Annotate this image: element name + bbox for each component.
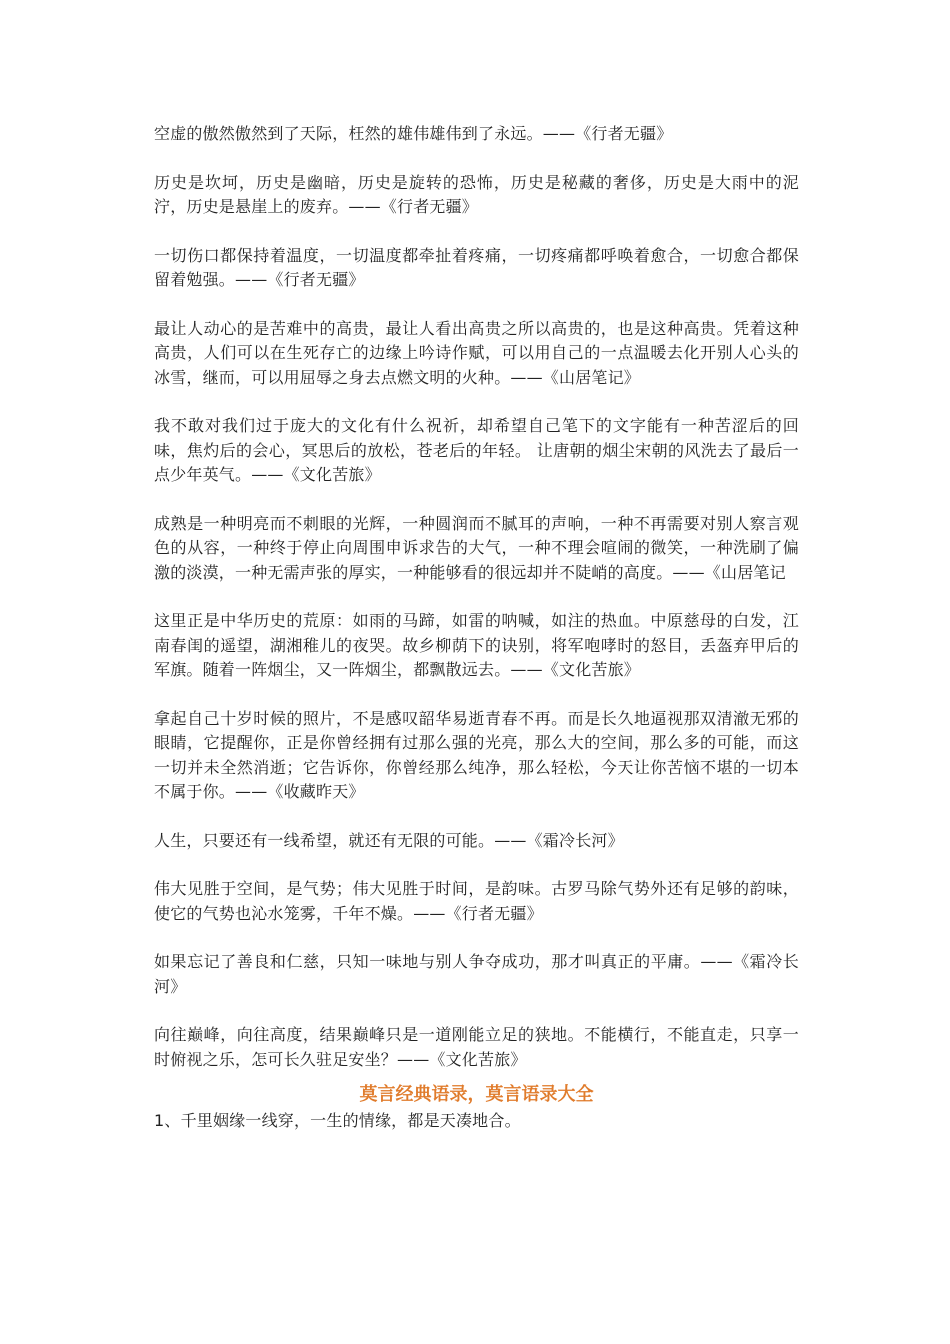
document-page — [154, 122, 799, 1134]
quote-paragraph: 最让人动心的是苦难中的高贵，最让人看出高贵之所以高贵的，也是这种高贵。凭着这种高贵，人们可以在生死存亡的边缘上吟诗作赋，可以用自己的一点温暖去化开别人心头的冰雪，继而，可以用屈辱之身去点燃文明的火种。——《山居笔记》 — [154, 318, 799, 387]
quote-paragraph: 成熟是一种明亮而不刺眼的光辉，一种圆润而不腻耳的声响，一种不再需要对别人察言观色的从容，一种终于停止向周围申诉求告的大气，一种不理会喧闹的微笑，一种洗刷了偏激的淡漠，一种无需声张的厚实，一种能够看的很远却并不陡峭的高度。——《山居笔记 — [154, 513, 799, 582]
list-item: 1、千里姻缘一线穿，一生的情缘，都是天凑地合。 — [154, 1111, 521, 1130]
quote-paragraph: 如果忘记了善良和仁慈，只知一味地与别人争夺成功，那才叫真正的平庸。——《霜冷长河》 — [154, 952, 799, 996]
quote-paragraph: 拿起自己十岁时候的照片，不是感叹韶华易逝青春不再。而是长久地逼视那双清澈无邪的眼睛，它提醒你，正是你曾经拥有过那么强的光亮，那么大的空间，那么多的可能，而这一切并未全然消逝；它告诉你，你曾经那么纯净，那么轻松，今天让你苦恼不堪的一切本不属于你。——《收藏昨天》 — [154, 708, 799, 801]
quote-paragraph: 我不敢对我们过于庞大的文化有什么祝祈，却希望自己笔下的文字能有一种苦涩后的回味，焦灼后的会心，冥思后的放松，苍老后的年轻。 让唐朝的烟尘宋朝的风洗去了最后一点少年英气。——《文化苦旅》 — [154, 416, 799, 484]
quote-paragraph: 人生，只要还有一线希望，就还有无限的可能。——《霜冷长河》 — [154, 830, 624, 850]
section-heading: 莫言经典语录，莫言语录大全 — [359, 1084, 594, 1105]
quote-paragraph: 历史是坎坷，历史是幽暗，历史是旋转的恐怖，历史是秘藏的奢侈，历史是大雨中的泥泞，历史是悬崖上的废弃。——《行者无疆》 — [154, 172, 799, 216]
quote-paragraph: 一切伤口都保持着温度，一切温度都牵扯着疼痛，一切疼痛都呼唤着愈合，一切愈合都保留着勉强。——《行者无疆》 — [154, 245, 799, 289]
quote-paragraph: 这里正是中华历史的荒原：如雨的马蹄，如雷的呐喊，如注的热血。中原慈母的白发，江南春闺的遥望，湖湘稚儿的夜哭。故乡柳荫下的诀别，将军咆哮时的怒目，丢盔弃甲后的军旗。随着一阵烟尘，又一阵烟尘，都飘散远去。——《文化苦旅》 — [154, 611, 799, 679]
quote-paragraph: 向往巅峰，向往高度，结果巅峰只是一道刚能立足的狭地。不能横行，不能直走，只享一时俯视之乐，怎可长久驻足安坐？——《文化苦旅》 — [154, 1025, 799, 1069]
quote-paragraph: 伟大见胜于空间，是气势；伟大见胜于时间，是韵味。古罗马除气势外还有足够的韵味，使它的气势也沁水笼雾，千年不燥。——《行者无疆》 — [154, 879, 799, 923]
quote-paragraph: 空虚的傲然傲然到了天际，枉然的雄伟雄伟到了永远。——《行者无疆》 — [154, 124, 673, 143]
